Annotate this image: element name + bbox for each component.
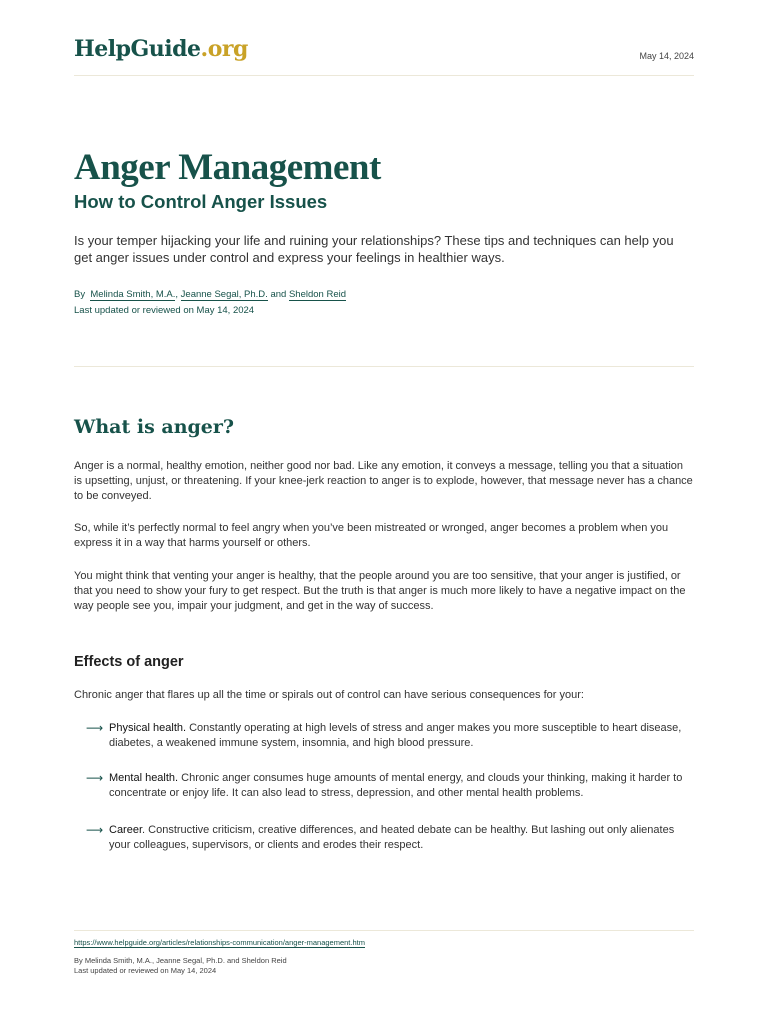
- byline: By Melinda Smith, M.A., Jeanne Segal, Ph.D. and Sheldon Reid: [74, 289, 346, 300]
- intro-paragraph: Is your temper hijacking your life and ruining your relationships? These tips and techniques can help you get anger issues under control and express your feelings in healthier ways.: [74, 233, 674, 265]
- site-header: [74, 36, 694, 76]
- author-link-melinda-smith[interactable]: Melinda Smith, M.A.: [90, 289, 176, 300]
- print-date: May 14, 2024: [639, 51, 694, 61]
- author-link-sheldon-reid[interactable]: Sheldon Reid: [288, 289, 346, 300]
- arrow-right-icon: ⟶: [86, 771, 104, 785]
- paragraph: Anger is a normal, healthy emotion, neither good nor bad. Like any emotion, it conveys a message, telling you that a situation is upsetting, unjust, or threatening. If your knee-jerk reaction to anger is to explode, however, that message never has a chance to be conveyed.: [74, 460, 693, 502]
- section-heading-what-is-anger: What is anger?: [74, 416, 235, 438]
- divider: [74, 366, 694, 367]
- author-link-jeanne-segal[interactable]: Jeanne Segal, Ph.D.: [180, 289, 268, 300]
- footer-last-updated: Last updated or reviewed on May 14, 2024: [74, 966, 217, 975]
- arrow-right-icon: ⟶: [86, 721, 104, 735]
- page-subtitle: How to Control Anger Issues: [74, 191, 328, 212]
- site-logo[interactable]: HelpGuide.org: [74, 36, 248, 62]
- footer-byline: By Melinda Smith, M.A., Jeanne Segal, Ph.D. and Sheldon Reid: [74, 956, 287, 965]
- section-heading-effects-of-anger: Effects of anger: [74, 654, 184, 670]
- arrow-right-icon: ⟶: [86, 823, 104, 837]
- paragraph: So, while it’s perfectly normal to feel angry when you’ve been mistreated or wronged, anger becomes a problem when you express it in a way that harms yourself or others.: [74, 522, 669, 549]
- effects-lead: Chronic anger that flares up all the time or spirals out of control can have serious consequences for your:: [74, 689, 584, 701]
- paragraph: You might think that venting your anger is healthy, that the people around you are too sensitive, that your anger is justified, or that you need to show your fury to get respect. But the truth is that anger is much more likely to have a negative impact on the way people see you, impair your judgment, and get in the way of success.: [74, 570, 686, 612]
- last-updated: Last updated or reviewed on May 14, 2024: [74, 305, 255, 316]
- footer-url-link[interactable]: https://www.helpguide.org/articles/relationships-communication/anger-management.htm: [74, 938, 365, 947]
- footer-divider: [74, 930, 694, 931]
- page-title: Anger Management: [74, 147, 381, 188]
